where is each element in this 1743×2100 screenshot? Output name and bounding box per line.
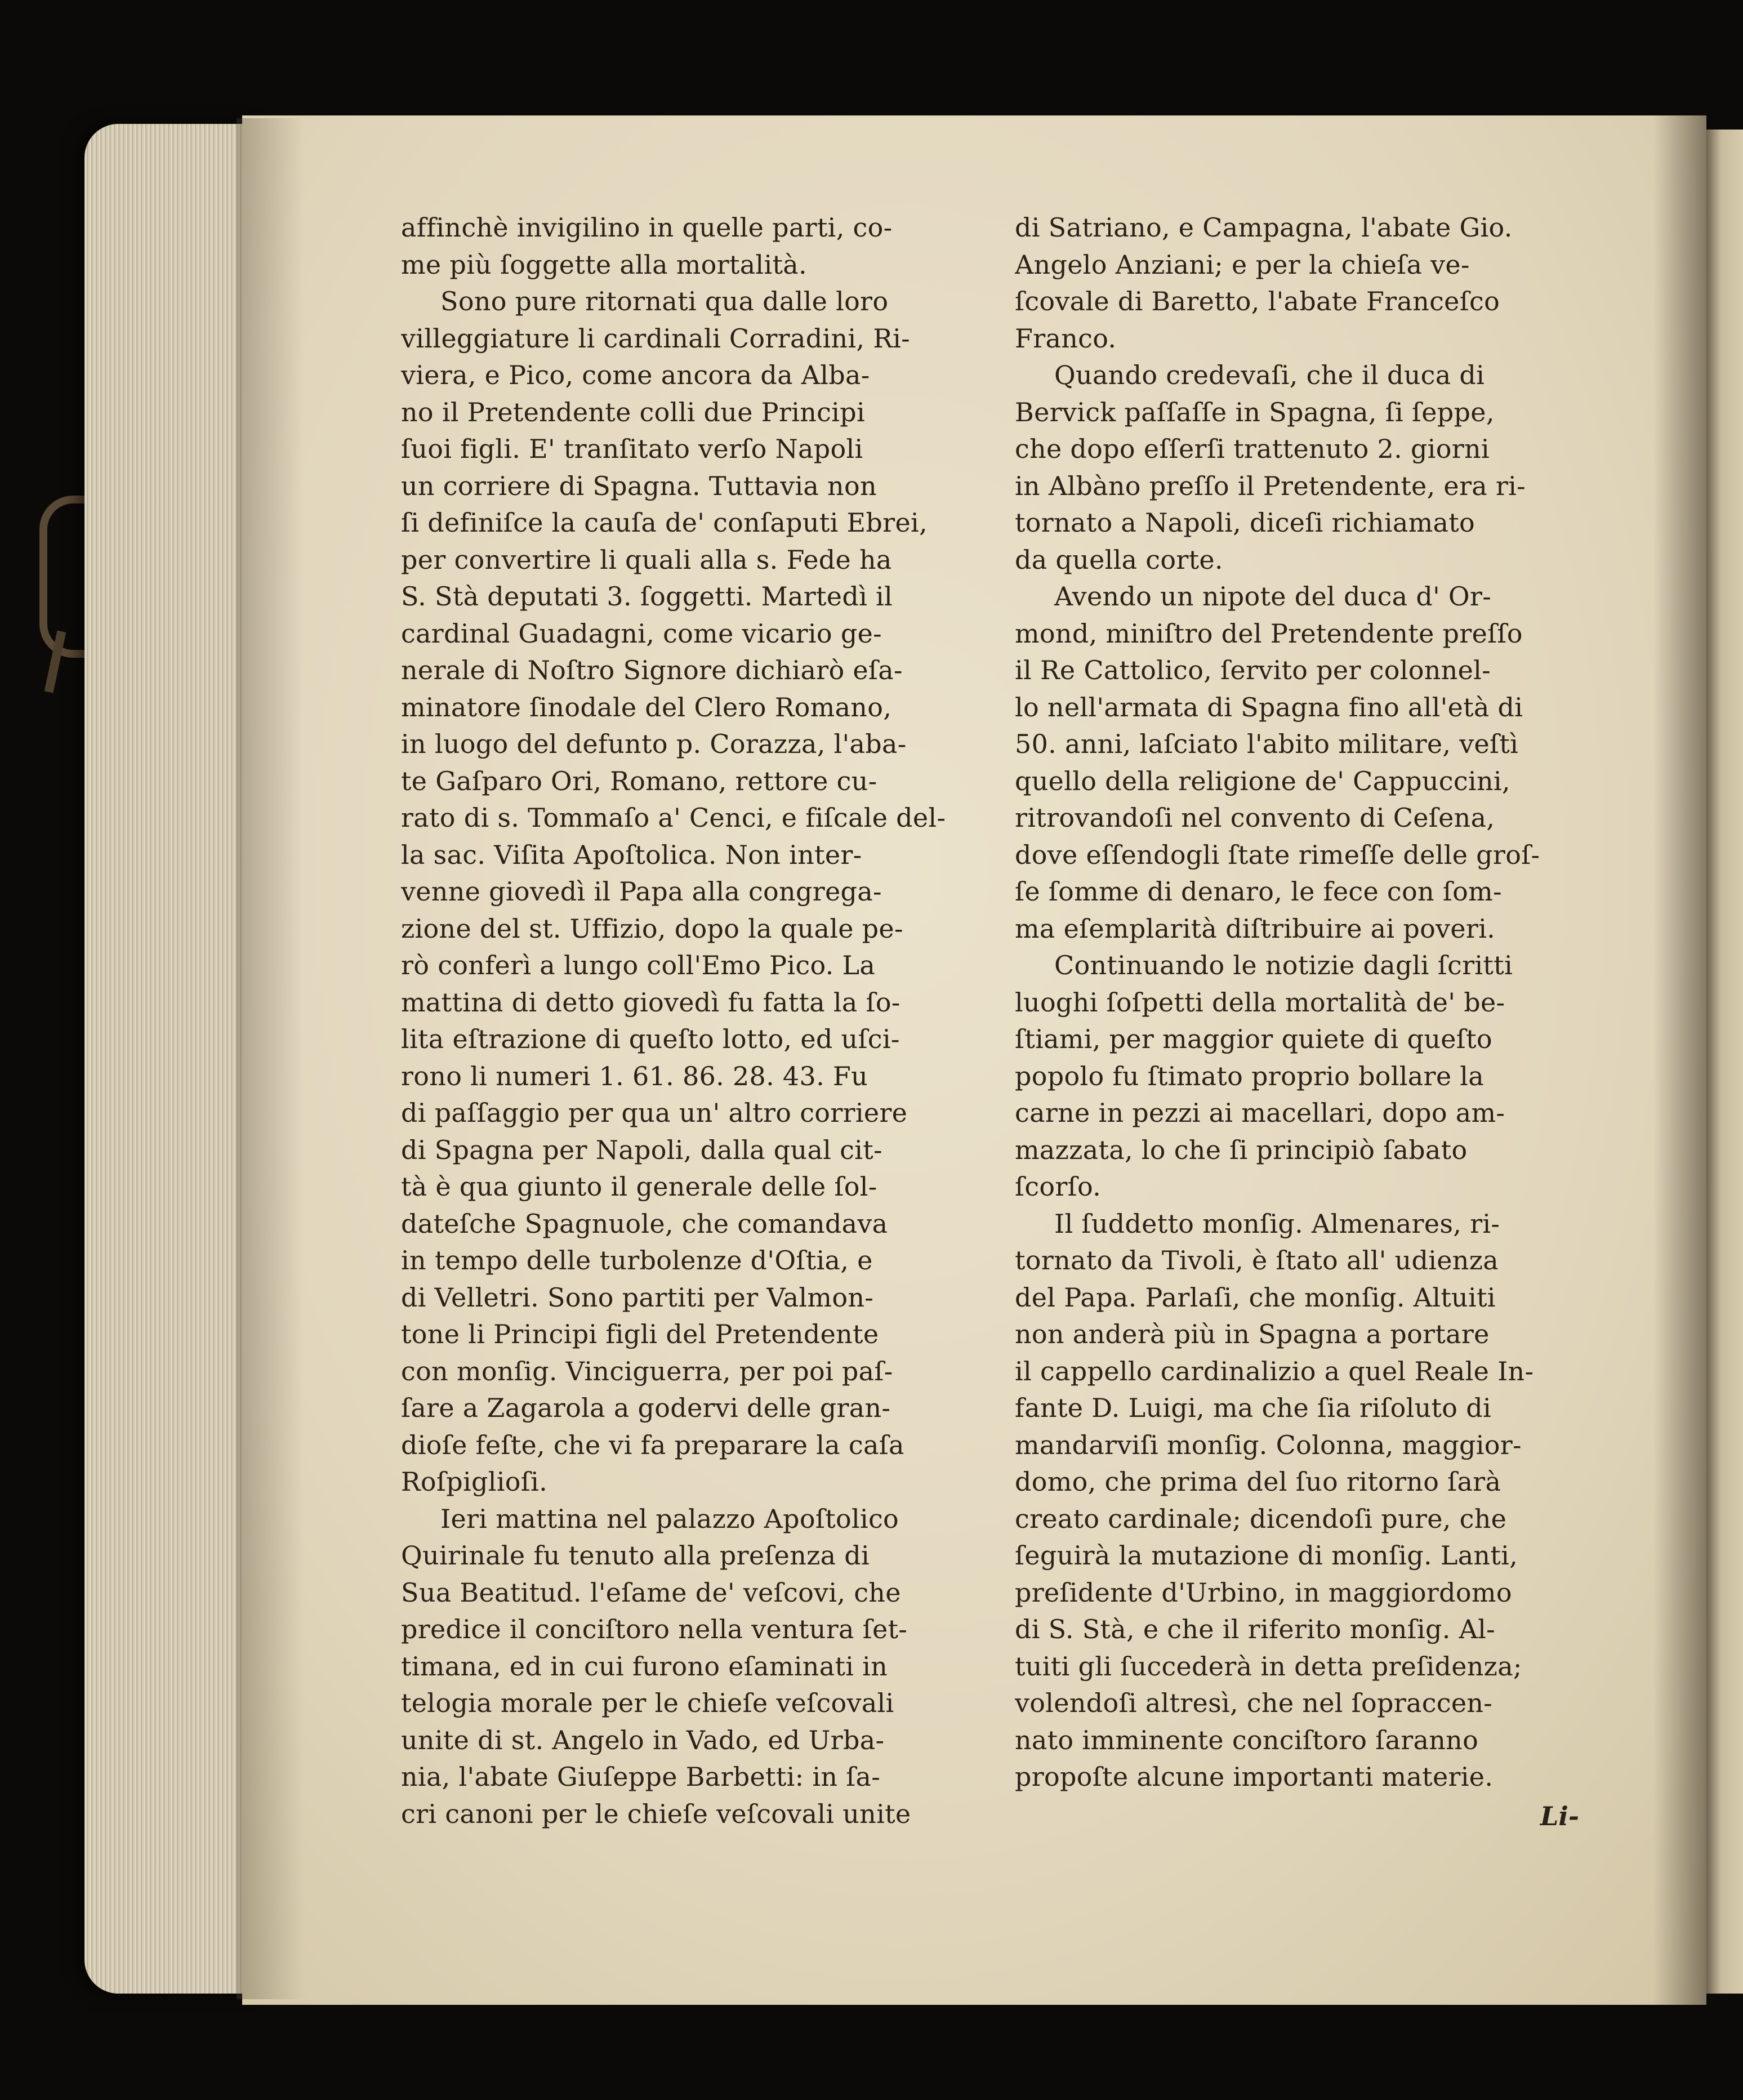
text-line: nia, l'abate Giuſeppe Barbetti: in ſa- [401,1762,881,1792]
text-line: ſi definiſce la cauſa de' conſaputi Ebrei, [401,507,928,538]
text-line: che dopo eſſerſi trattenuto 2. giorni [1015,434,1490,464]
text-line: ſtiami, per maggior quiete di queſto [1015,1024,1492,1054]
text-line: zione del st. Uffizio, dopo la quale pe- [401,913,903,944]
text-line: la sac. Viſita Apoſtolica. Non inter- [401,839,862,870]
text-line: viera, e Pico, come ancora da Alba- [401,360,870,390]
text-line: Franco. [1015,323,1117,354]
text-line: creato cardinale; dicendoſi pure, che [1015,1503,1507,1534]
text-line: dateſche Spagnuole, che comandava [401,1208,888,1239]
text-line: tuiti gli ſuccederà in detta preſidenza; [1015,1651,1522,1682]
text-line: unite di st. Angelo in Vado, ed Urba- [401,1724,885,1755]
text-line: in tempo delle turbolenze d'Oſtia, e [401,1245,873,1276]
text-line: fante D. Luigi, ma che ſia riſoluto di [1015,1393,1491,1423]
text-line: rato di s. Tommaſo a' Cenci, e fiſcale del- [401,802,946,833]
text-line: rò conferì a lungo coll'Emo Pico. La [401,950,876,980]
text-line: nato imminente conciſtoro ſaranno [1015,1724,1479,1755]
text-line: ſuoi figli. E' tranſitato verſo Napoli [401,434,863,464]
text-line: in luogo del defunto p. Corazza, l'aba- [401,729,907,759]
text-line: no il Pretendente colli due Principi [401,396,865,427]
text-line: tornato da Tivoli, è ſtato all' udienza [1015,1245,1499,1276]
text-line: timana, ed in cui furono eſaminati in [401,1651,888,1682]
text-line: non anderà più in Spagna a portare [1015,1319,1490,1349]
text-line: in Albàno preſſo il Pretendente, era ri- [1015,470,1526,501]
text-line: Quando credevaſi, che il duca di [1054,360,1485,390]
text-line: domo, che prima del ſuo ritorno ſarà [1015,1466,1501,1497]
text-line: minatore ſinodale del Clero Romano, [401,692,892,723]
text-line: da quella corte. [1015,544,1223,575]
text-line: tornato a Napoli, diceſi richiamato [1015,507,1475,538]
text-line: volendoſi altresì, che nel ſopraccen- [1015,1688,1493,1718]
text-line: un corriere di Spagna. Tuttavia non [401,470,877,501]
text-line: lita eſtrazione di queſto lotto, ed uſci- [401,1024,900,1054]
text-line: propoſte alcune importanti materie. [1015,1762,1494,1792]
text-line: telogia morale per le chieſe veſcovali [401,1688,894,1718]
text-line: Continuando le notizie dagli ſcritti [1054,950,1513,980]
text-line: Bervick paſſaſſe in Spagna, ſi ſeppe, [1015,396,1495,427]
left-text-column [401,209,987,1833]
text-line: quello della religione de' Cappuccini, [1015,765,1510,796]
facing-page-edge [1706,130,1743,1994]
text-line: Roſpiglioſi. [401,1466,548,1497]
text-line: del Papa. Parlaſi, che monſig. Altuiti [1015,1282,1496,1313]
text-line: ſeguirà la mutazione di monſig. Lanti, [1015,1540,1518,1571]
text-line: ſe ſomme di denaro, le fece con ſom- [1015,876,1502,907]
text-line: ritrovandoſi nel convento di Ceſena, [1015,802,1495,833]
text-line: Sua Beatitud. l'eſame de' veſcovi, che [401,1577,901,1608]
text-line: affinchè invigilino in quelle parti, co- [401,212,893,243]
text-line: popolo fu ſtimato proprio bollare la [1015,1060,1485,1091]
text-line: mazzata, lo che ſi principiò ſabato [1015,1134,1468,1165]
text-line: mattina di detto giovedì fu fatta la ſo- [401,987,901,1018]
text-line: Ieri mattina nel palazzo Apoſtolico [440,1503,899,1534]
text-line: cardinal Guadagni, come vicario ge- [401,618,882,649]
text-line: preſidente d'Urbino, in maggiordomo [1015,1577,1512,1608]
text-line: mond, miniſtro del Pretendente preſſo [1015,618,1523,649]
text-line: tone li Principi figli del Pretendente [401,1319,879,1349]
text-line: di paſſaggio per qua un' altro corriere [401,1098,908,1128]
text-line: dioſe feſte, che vi fa preparare la caſa [401,1429,904,1460]
text-line: carne in pezzi ai macellari, dopo am- [1015,1098,1505,1128]
text-line: cri canoni per le chieſe veſcovali unite [401,1798,911,1829]
text-line: Sono pure ritornati qua dalle loro [440,286,889,316]
text-line: 50. anni, laſciato l'abito militare, veſtì [1015,729,1519,759]
text-line: il cappello cardinalizio a quel Reale In- [1015,1356,1534,1386]
text-line: te Gaſparo Ori, Romano, rettore cu- [401,765,877,796]
text-line: venne giovedì il Papa alla congrega- [401,876,882,907]
text-line: ſare a Zagarola a godervi delle gran- [401,1393,891,1423]
text-line: con monſig. Vinciguerra, per poi paſ- [401,1356,893,1386]
text-line: villeggiature li cardinali Corradini, Ri- [401,323,911,354]
text-line: luoghi ſoſpetti della mortalità de' be- [1015,987,1505,1018]
page-edges [84,124,253,1994]
text-line: di S. Stà, e che il riferito monſig. Al- [1015,1614,1495,1644]
text-line: di Velletri. Sono partiti per Valmon- [401,1282,874,1313]
text-line: lo nell'armata di Spagna fino all'età di [1015,692,1523,723]
text-line: S. Stà deputati 3. ſoggetti. Martedì il [401,581,893,612]
text-line: ſcorſo. [1015,1171,1102,1202]
text-line: Quirinale fu tenuto alla preſenza di [401,1540,870,1571]
text-line: Angelo Anziani; e per la chieſa ve- [1015,249,1470,280]
text-line: mandarviſi monſig. Colonna, maggior- [1015,1429,1522,1460]
text-line: me più ſoggette alla mortalità. [401,249,807,280]
text-line: Avendo un nipote del duca d' Or- [1054,581,1492,612]
text-line: per convertire li quali alla s. Fede ha [401,544,892,575]
text-line: ſcovale di Baretto, l'abate Franceſco [1015,286,1500,316]
right-text-column [1015,209,1612,1796]
text-line: di Spagna per Napoli, dalla qual cit- [401,1134,882,1165]
text-line: rono li numeri 1. 61. 86. 28. 43. Fu [401,1060,868,1091]
text-line: predice il conciſtoro nella ventura ſet- [401,1614,908,1644]
catchword: Li- [1540,1801,1579,1831]
text-line: dove eſſendogli ſtate rimeſſe delle groſ- [1015,839,1540,870]
text-line: ma eſemplarità diſtribuire ai poveri. [1015,913,1496,944]
text-line: Il ſuddetto monſig. Almenares, ri- [1054,1208,1500,1239]
text-line: di Satriano, e Campagna, l'abate Gio. [1015,212,1513,243]
text-line: il Re Cattolico, ſervito per colonnel- [1015,655,1491,685]
text-line: tà è qua giunto il generale delle ſol- [401,1171,877,1202]
text-line: nerale di Noſtro Signore dichiarò eſa- [401,655,903,685]
